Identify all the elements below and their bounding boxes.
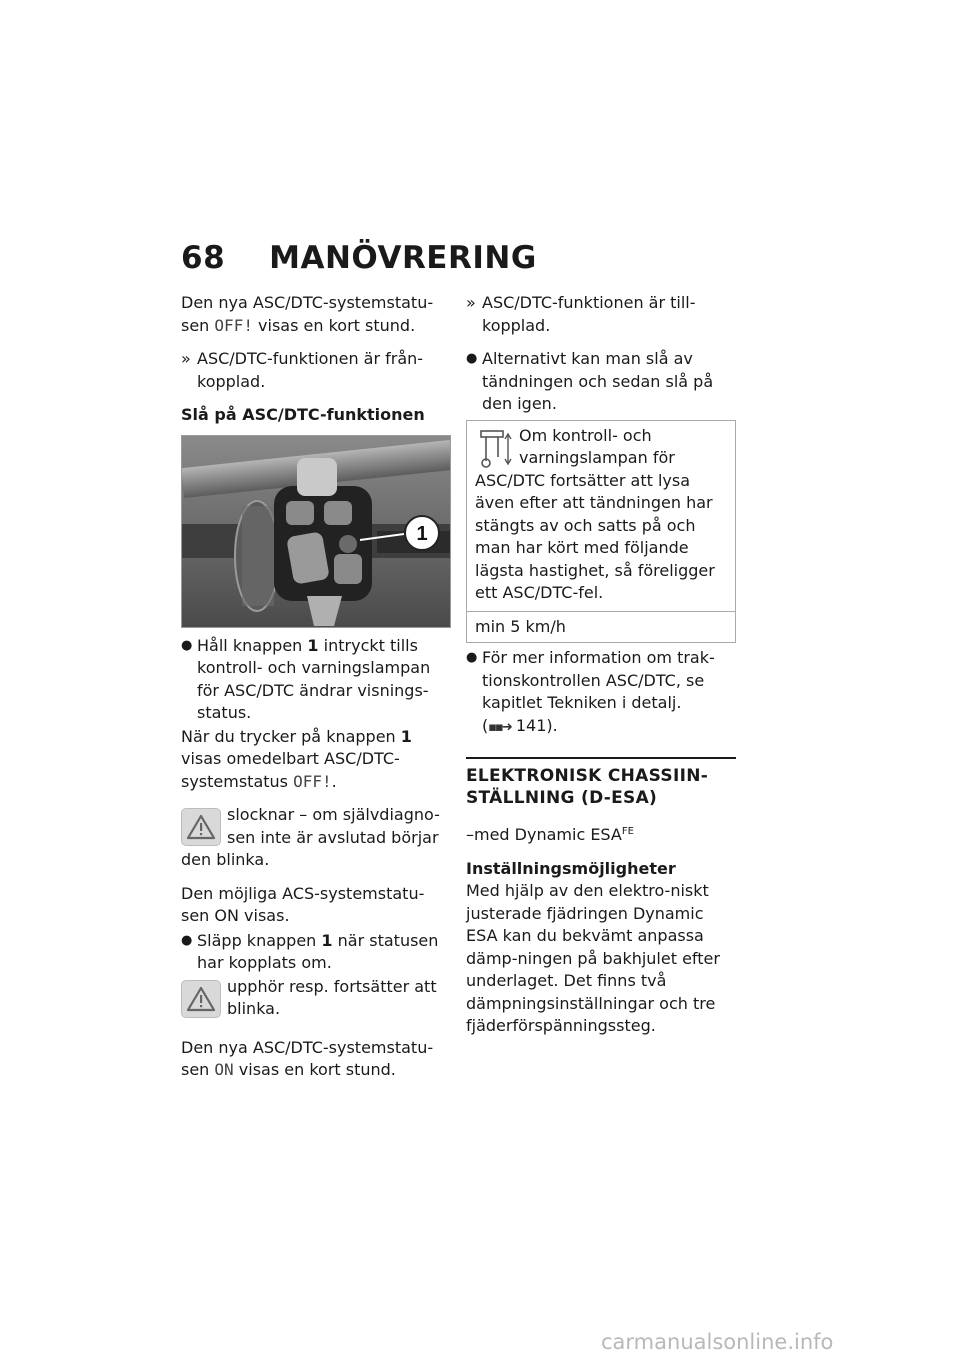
bullet-marker: ● [466,650,478,665]
warning-triangle-icon [181,808,221,846]
page-reference-arrow-icon[interactable]: ▪▪➜ [488,719,511,735]
bullet-item: ● För mer information om trak-tionskontrollen ASC/DTC, se kapitlet Tekniken i detalj. (▪▪➜ 141). [466,648,715,735]
bullet-item: ● Håll knappen 1 intryckt tills kontroll- och varningslampan för ASC/DTC ändrar visnings-status. [181,635,431,722]
variant-line: –med Dynamic $ESA^{FE}$ [466,825,634,844]
variant-code: FE [621,826,634,837]
result-marker: » [181,349,191,368]
watermark: carmanualsonline.info [601,1330,834,1354]
warning-light-row: upphör resp. fortsätter att blinka. [181,976,451,1021]
callout-label-1: 1 [416,522,428,545]
warning-light-row: slocknar – om självdiagno-sen inte är avslutad börjar [181,804,451,849]
paragraph: Den nya ASC/DTC-systemstatu-sen ON visas en kort stund. [181,1037,434,1079]
handlebar-switch-illustration [182,436,451,628]
paragraph: Den möjliga ACS-systemstatu-sen ON visas. [181,883,425,925]
right-column [466,292,736,1049]
page-reference[interactable]: 141). [515,715,558,735]
bullet-marker: ● [466,351,478,366]
paragraph: Med hjälp av den elektro-niskt justerade fjädringen Dynamic ESA kan du bekvämt anpassa dämp-ningen på bakhjulet efter underlaget. Det finns två dämpningsinställningar och tre fjäderförspänningssteg. [466,881,720,1035]
note-box: Om kontroll- och varningslampan för ASC/DTC fortsätter att lysa även efter att tändningen har stängts av och satts på och man har kört med följande lägsta hastighet, så föreligger ett ASC/DTC-fel. min 5 km/h [466,420,736,644]
page-title: MANÖVRERING [269,240,537,276]
section-divider [466,757,736,759]
handlebar-switch-photo [181,435,451,628]
page-header [181,240,537,276]
left-column [181,292,451,1093]
gauge-note-icon [475,427,513,469]
status-on: ON [214,1060,234,1079]
result-marker: » [466,293,476,312]
result-item: » ASC/DTC-funktionen är från-kopplad. [181,349,424,391]
paragraph: När du trycker på knappen 1 visas omedelbart ASC/DTC-systemstatus OFF!. [181,726,412,791]
page-number: 68 [181,240,226,276]
section-title: ELEKTRONISK CHASSIIN-STÄLLNING (D-ESA) [466,766,709,808]
bullet-marker: ● [181,932,193,948]
paragraph: den blinka. [181,850,270,869]
subheading: Inställningsmöjligheter [466,858,676,878]
intro-paragraph: Den nya ASC/DTC-systemstatu-sen OFF! visas en kort stund. [181,293,434,335]
warning-triangle-icon [181,980,221,1018]
bullet-marker: ● [181,637,193,653]
bullet-item: ● Släpp knappen 1 när statusen har kopplats om. [181,930,439,972]
status-off: OFF! [214,315,253,335]
bullet-item: ● Alternativt kan man slå av tändningen och sedan slå på den igen. [466,349,714,413]
subheading: Slå på ASC/DTC-funktionen [181,405,425,424]
note-value: min 5 km/h [467,611,735,643]
status-off: OFF! [293,771,332,791]
result-item: » ASC/DTC-funktionen är till-kopplad. [466,293,696,335]
